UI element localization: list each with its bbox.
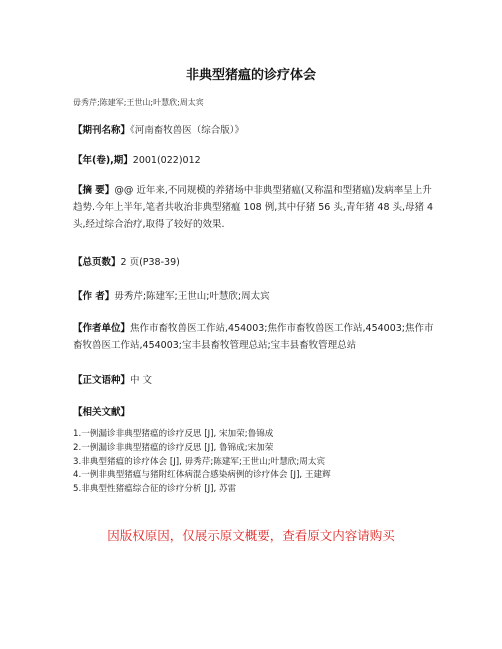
- reference-item[interactable]: 4.一例非典型猪瘟与猪附红体病混合感染病例的诊疗体会 [J], 王建辉: [73, 470, 331, 481]
- author-label: 【作 者】: [73, 291, 115, 302]
- reference-item[interactable]: 3.非典型猪瘟的诊疗体会 [J], 毋秀芹;陈建军;王世山;叶慧欣;周太宾: [73, 456, 326, 467]
- year-value: 2001(022)012: [132, 155, 201, 166]
- pages-value: 2 页(P38-39): [120, 257, 180, 268]
- affiliation-label: 【作者单位】: [73, 323, 131, 334]
- page-title: 非典型猪瘟的诊疗体会: [185, 68, 316, 83]
- author-field: [73, 288, 435, 305]
- abstract-label: 【摘 要】: [73, 185, 115, 196]
- year-label: 【年(卷),期】: [73, 155, 133, 166]
- year-field: [73, 152, 435, 169]
- author-value: 毋秀芹;陈建军;王世山;叶慧欣;周太宾: [114, 291, 270, 302]
- author-line: 毋秀芹;陈建军;王世山;叶慧欣;周太宾: [73, 98, 204, 107]
- abstract-value: @@ 近年来,不同规模的养猪场中非典型猪瘟(又称温和型猪瘟)发病率呈上升趋势.今年上半年,笔者共收治非典型猪瘟 108 例,其中仔猪 56 头,青年猪 48 头,母猪 4 头,经过综合治疗,取得了较好的效果.: [73, 185, 434, 230]
- affiliation-value: 焦作市畜牧兽医工作站,454003;焦作市畜牧兽医工作站,454003;焦作市畜牧兽医工作站,454003;宝丰县畜牧管理总站;宝丰县畜牧管理总站: [73, 323, 434, 351]
- language-field: [73, 372, 435, 389]
- copyright-notice[interactable]: 因版权原因，仅展示原文概要，查看原文内容请购买: [107, 528, 395, 543]
- journal-field: [73, 122, 435, 139]
- language-value: 中 文: [130, 375, 153, 386]
- reference-item[interactable]: 2.一例漏诊非典型猪瘟的诊疗反思 [J], 鲁锦成;宋加荣: [73, 442, 274, 453]
- pages-field: [73, 254, 435, 271]
- language-label: 【正文语种】: [73, 375, 131, 386]
- journal-value: 《河南畜牧兽医（综合版）》: [130, 125, 245, 136]
- reference-item[interactable]: 1.一例漏诊非典型猪瘟的诊疗反思 [J], 宋加荣;鲁锦成: [73, 429, 274, 439]
- references-list: [73, 428, 443, 497]
- reference-item[interactable]: 5.非典型性猪瘟综合征的诊疗分析 [J], 苏雷: [73, 484, 237, 495]
- pages-label: 【总页数】: [73, 257, 121, 268]
- affiliation-field: [73, 320, 435, 354]
- journal-label: 【期刊名称】: [73, 125, 131, 136]
- references-heading: 【相关文献】: [73, 407, 131, 418]
- abstract-field: [73, 182, 435, 233]
